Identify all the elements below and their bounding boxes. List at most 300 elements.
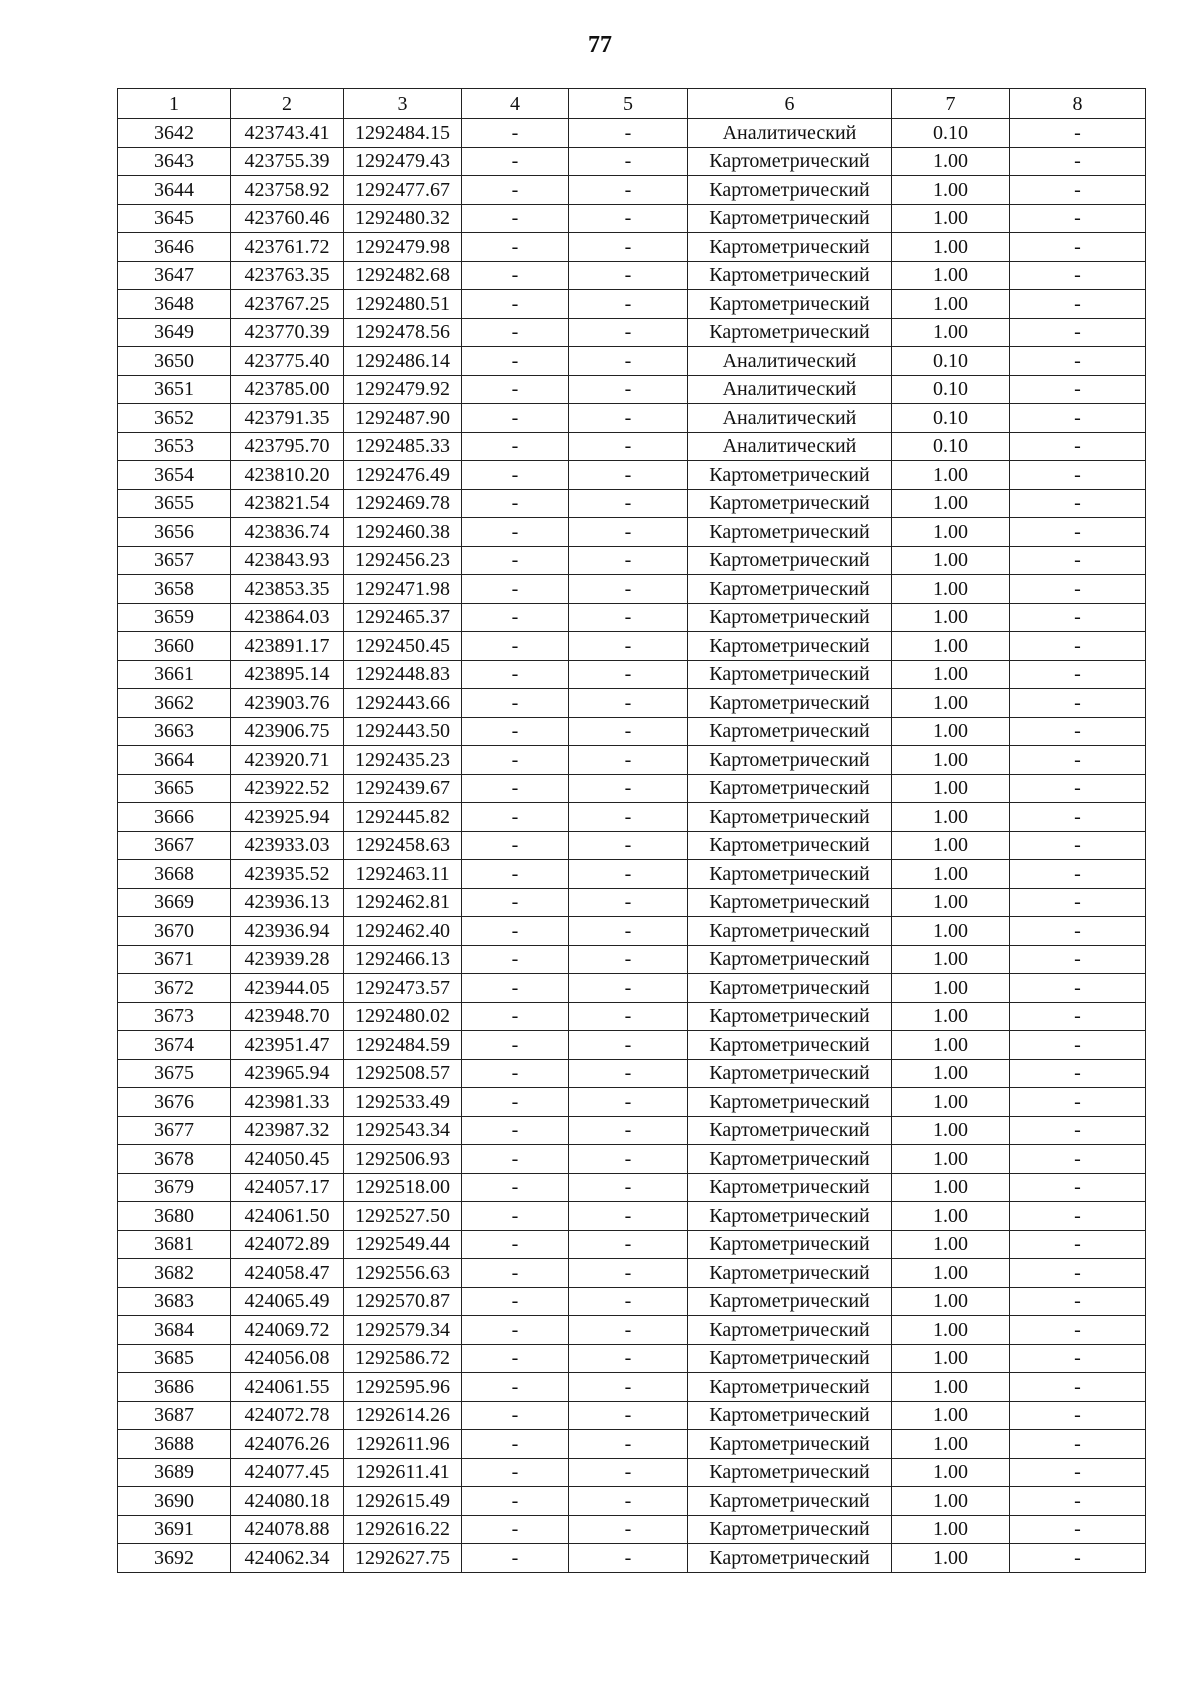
table-row bbox=[118, 888, 1146, 917]
y-coordinate-cell: 1292448.83 bbox=[344, 660, 462, 689]
point-number-cell: 3667 bbox=[118, 831, 231, 860]
column-5-cell: - bbox=[569, 347, 688, 376]
column-5-cell: - bbox=[569, 1515, 688, 1544]
table-row bbox=[118, 1031, 1146, 1060]
point-number-cell: 3652 bbox=[118, 404, 231, 433]
table-row bbox=[118, 660, 1146, 689]
column-header: 6 bbox=[688, 89, 892, 119]
accuracy-cell: 1.00 bbox=[892, 461, 1010, 490]
column-4-cell: - bbox=[462, 261, 569, 290]
column-4-cell: - bbox=[462, 1088, 569, 1117]
column-8-cell: - bbox=[1010, 1031, 1146, 1060]
table-row bbox=[118, 404, 1146, 433]
column-8-cell: - bbox=[1010, 974, 1146, 1003]
point-number-cell: 3654 bbox=[118, 461, 231, 490]
column-5-cell: - bbox=[569, 1316, 688, 1345]
column-4-cell: - bbox=[462, 1145, 569, 1174]
table-row bbox=[118, 945, 1146, 974]
point-number-cell: 3661 bbox=[118, 660, 231, 689]
method-cell: Картометрический bbox=[688, 1259, 892, 1288]
x-coordinate-cell: 424065.49 bbox=[231, 1287, 344, 1316]
y-coordinate-cell: 1292473.57 bbox=[344, 974, 462, 1003]
column-5-cell: - bbox=[569, 404, 688, 433]
table-row bbox=[118, 1259, 1146, 1288]
column-8-cell: - bbox=[1010, 233, 1146, 262]
column-8-cell: - bbox=[1010, 489, 1146, 518]
x-coordinate-cell: 424061.55 bbox=[231, 1373, 344, 1402]
x-coordinate-cell: 424062.34 bbox=[231, 1544, 344, 1573]
method-cell: Картометрический bbox=[688, 290, 892, 319]
y-coordinate-cell: 1292463.11 bbox=[344, 860, 462, 889]
accuracy-cell: 1.00 bbox=[892, 860, 1010, 889]
table-row bbox=[118, 147, 1146, 176]
y-coordinate-cell: 1292466.13 bbox=[344, 945, 462, 974]
point-number-cell: 3685 bbox=[118, 1344, 231, 1373]
x-coordinate-cell: 424069.72 bbox=[231, 1316, 344, 1345]
table-row bbox=[118, 575, 1146, 604]
accuracy-cell: 1.00 bbox=[892, 1002, 1010, 1031]
x-coordinate-cell: 423936.13 bbox=[231, 888, 344, 917]
table-row bbox=[118, 1544, 1146, 1573]
accuracy-cell: 1.00 bbox=[892, 1344, 1010, 1373]
y-coordinate-cell: 1292456.23 bbox=[344, 546, 462, 575]
column-4-cell: - bbox=[462, 1515, 569, 1544]
column-4-cell: - bbox=[462, 290, 569, 319]
table-row bbox=[118, 917, 1146, 946]
method-cell: Картометрический bbox=[688, 689, 892, 718]
column-8-cell: - bbox=[1010, 1401, 1146, 1430]
column-5-cell: - bbox=[569, 1487, 688, 1516]
column-8-cell: - bbox=[1010, 546, 1146, 575]
column-8-cell: - bbox=[1010, 1515, 1146, 1544]
table-body bbox=[118, 119, 1146, 1573]
method-cell: Аналитический bbox=[688, 119, 892, 148]
accuracy-cell: 1.00 bbox=[892, 261, 1010, 290]
x-coordinate-cell: 424080.18 bbox=[231, 1487, 344, 1516]
y-coordinate-cell: 1292527.50 bbox=[344, 1202, 462, 1231]
x-coordinate-cell: 423763.35 bbox=[231, 261, 344, 290]
accuracy-cell: 1.00 bbox=[892, 632, 1010, 661]
y-coordinate-cell: 1292570.87 bbox=[344, 1287, 462, 1316]
column-4-cell: - bbox=[462, 603, 569, 632]
header-row bbox=[118, 89, 1146, 119]
column-5-cell: - bbox=[569, 1230, 688, 1259]
table-row bbox=[118, 860, 1146, 889]
x-coordinate-cell: 424076.26 bbox=[231, 1430, 344, 1459]
column-5-cell: - bbox=[569, 176, 688, 205]
accuracy-cell: 0.10 bbox=[892, 432, 1010, 461]
method-cell: Картометрический bbox=[688, 1059, 892, 1088]
method-cell: Картометрический bbox=[688, 1031, 892, 1060]
column-5-cell: - bbox=[569, 461, 688, 490]
method-cell: Картометрический bbox=[688, 1145, 892, 1174]
table-row bbox=[118, 1487, 1146, 1516]
x-coordinate-cell: 423920.71 bbox=[231, 746, 344, 775]
column-5-cell: - bbox=[569, 632, 688, 661]
table-row bbox=[118, 1116, 1146, 1145]
x-coordinate-cell: 423944.05 bbox=[231, 974, 344, 1003]
accuracy-cell: 1.00 bbox=[892, 1544, 1010, 1573]
column-5-cell: - bbox=[569, 1259, 688, 1288]
column-4-cell: - bbox=[462, 1059, 569, 1088]
point-number-cell: 3643 bbox=[118, 147, 231, 176]
x-coordinate-cell: 424061.50 bbox=[231, 1202, 344, 1231]
table-row bbox=[118, 1202, 1146, 1231]
column-4-cell: - bbox=[462, 318, 569, 347]
method-cell: Картометрический bbox=[688, 1088, 892, 1117]
column-5-cell: - bbox=[569, 489, 688, 518]
column-4-cell: - bbox=[462, 1202, 569, 1231]
accuracy-cell: 1.00 bbox=[892, 1088, 1010, 1117]
accuracy-cell: 1.00 bbox=[892, 831, 1010, 860]
method-cell: Картометрический bbox=[688, 1173, 892, 1202]
column-8-cell: - bbox=[1010, 290, 1146, 319]
table-row bbox=[118, 1002, 1146, 1031]
accuracy-cell: 1.00 bbox=[892, 603, 1010, 632]
method-cell: Картометрический bbox=[688, 717, 892, 746]
x-coordinate-cell: 423767.25 bbox=[231, 290, 344, 319]
x-coordinate-cell: 424050.45 bbox=[231, 1145, 344, 1174]
method-cell: Картометрический bbox=[688, 945, 892, 974]
column-4-cell: - bbox=[462, 432, 569, 461]
column-8-cell: - bbox=[1010, 347, 1146, 376]
point-number-cell: 3686 bbox=[118, 1373, 231, 1402]
column-4-cell: - bbox=[462, 1373, 569, 1402]
column-8-cell: - bbox=[1010, 518, 1146, 547]
y-coordinate-cell: 1292543.34 bbox=[344, 1116, 462, 1145]
point-number-cell: 3684 bbox=[118, 1316, 231, 1345]
x-coordinate-cell: 423843.93 bbox=[231, 546, 344, 575]
column-5-cell: - bbox=[569, 432, 688, 461]
x-coordinate-cell: 423987.32 bbox=[231, 1116, 344, 1145]
accuracy-cell: 0.10 bbox=[892, 347, 1010, 376]
column-5-cell: - bbox=[569, 1116, 688, 1145]
table-row bbox=[118, 1173, 1146, 1202]
column-4-cell: - bbox=[462, 660, 569, 689]
column-5-cell: - bbox=[569, 974, 688, 1003]
column-5-cell: - bbox=[569, 1202, 688, 1231]
x-coordinate-cell: 423758.92 bbox=[231, 176, 344, 205]
column-5-cell: - bbox=[569, 318, 688, 347]
x-coordinate-cell: 424077.45 bbox=[231, 1458, 344, 1487]
table-row bbox=[118, 831, 1146, 860]
accuracy-cell: 1.00 bbox=[892, 233, 1010, 262]
accuracy-cell: 1.00 bbox=[892, 575, 1010, 604]
point-number-cell: 3647 bbox=[118, 261, 231, 290]
accuracy-cell: 1.00 bbox=[892, 1316, 1010, 1345]
method-cell: Картометрический bbox=[688, 1344, 892, 1373]
accuracy-cell: 1.00 bbox=[892, 1173, 1010, 1202]
y-coordinate-cell: 1292480.32 bbox=[344, 204, 462, 233]
point-number-cell: 3662 bbox=[118, 689, 231, 718]
method-cell: Картометрический bbox=[688, 1373, 892, 1402]
column-4-cell: - bbox=[462, 147, 569, 176]
accuracy-cell: 1.00 bbox=[892, 1487, 1010, 1516]
method-cell: Картометрический bbox=[688, 461, 892, 490]
y-coordinate-cell: 1292533.49 bbox=[344, 1088, 462, 1117]
column-4-cell: - bbox=[462, 1401, 569, 1430]
point-number-cell: 3666 bbox=[118, 803, 231, 832]
y-coordinate-cell: 1292485.33 bbox=[344, 432, 462, 461]
column-4-cell: - bbox=[462, 1230, 569, 1259]
column-8-cell: - bbox=[1010, 1458, 1146, 1487]
column-5-cell: - bbox=[569, 1373, 688, 1402]
page-number: 77 bbox=[588, 32, 612, 58]
table-row bbox=[118, 1458, 1146, 1487]
y-coordinate-cell: 1292616.22 bbox=[344, 1515, 462, 1544]
table-row bbox=[118, 632, 1146, 661]
method-cell: Картометрический bbox=[688, 1544, 892, 1573]
column-5-cell: - bbox=[569, 518, 688, 547]
point-number-cell: 3669 bbox=[118, 888, 231, 917]
table-row bbox=[118, 119, 1146, 148]
column-4-cell: - bbox=[462, 1458, 569, 1487]
column-8-cell: - bbox=[1010, 1373, 1146, 1402]
method-cell: Картометрический bbox=[688, 233, 892, 262]
column-8-cell: - bbox=[1010, 1344, 1146, 1373]
accuracy-cell: 1.00 bbox=[892, 1230, 1010, 1259]
x-coordinate-cell: 423836.74 bbox=[231, 518, 344, 547]
accuracy-cell: 1.00 bbox=[892, 290, 1010, 319]
column-5-cell: - bbox=[569, 831, 688, 860]
column-5-cell: - bbox=[569, 575, 688, 604]
column-8-cell: - bbox=[1010, 404, 1146, 433]
method-cell: Картометрический bbox=[688, 660, 892, 689]
column-8-cell: - bbox=[1010, 432, 1146, 461]
column-4-cell: - bbox=[462, 831, 569, 860]
column-4-cell: - bbox=[462, 746, 569, 775]
method-cell: Картометрический bbox=[688, 1316, 892, 1345]
column-8-cell: - bbox=[1010, 147, 1146, 176]
column-5-cell: - bbox=[569, 375, 688, 404]
point-number-cell: 3645 bbox=[118, 204, 231, 233]
column-4-cell: - bbox=[462, 717, 569, 746]
coordinates-table bbox=[117, 88, 1146, 1573]
point-number-cell: 3663 bbox=[118, 717, 231, 746]
column-8-cell: - bbox=[1010, 689, 1146, 718]
column-8-cell: - bbox=[1010, 1116, 1146, 1145]
point-number-cell: 3658 bbox=[118, 575, 231, 604]
column-5-cell: - bbox=[569, 1145, 688, 1174]
accuracy-cell: 1.00 bbox=[892, 746, 1010, 775]
point-number-cell: 3687 bbox=[118, 1401, 231, 1430]
method-cell: Картометрический bbox=[688, 1401, 892, 1430]
column-8-cell: - bbox=[1010, 1088, 1146, 1117]
table-row bbox=[118, 1287, 1146, 1316]
point-number-cell: 3688 bbox=[118, 1430, 231, 1459]
table-row bbox=[118, 176, 1146, 205]
y-coordinate-cell: 1292479.43 bbox=[344, 147, 462, 176]
y-coordinate-cell: 1292611.96 bbox=[344, 1430, 462, 1459]
accuracy-cell: 1.00 bbox=[892, 1116, 1010, 1145]
y-coordinate-cell: 1292487.90 bbox=[344, 404, 462, 433]
table-row bbox=[118, 746, 1146, 775]
accuracy-cell: 1.00 bbox=[892, 660, 1010, 689]
column-5-cell: - bbox=[569, 1173, 688, 1202]
column-5-cell: - bbox=[569, 290, 688, 319]
y-coordinate-cell: 1292465.37 bbox=[344, 603, 462, 632]
y-coordinate-cell: 1292445.82 bbox=[344, 803, 462, 832]
point-number-cell: 3651 bbox=[118, 375, 231, 404]
table-row bbox=[118, 489, 1146, 518]
column-8-cell: - bbox=[1010, 1145, 1146, 1174]
method-cell: Картометрический bbox=[688, 147, 892, 176]
table-row bbox=[118, 603, 1146, 632]
x-coordinate-cell: 423775.40 bbox=[231, 347, 344, 376]
x-coordinate-cell: 423895.14 bbox=[231, 660, 344, 689]
x-coordinate-cell: 423922.52 bbox=[231, 774, 344, 803]
column-header: 2 bbox=[231, 89, 344, 119]
point-number-cell: 3670 bbox=[118, 917, 231, 946]
column-8-cell: - bbox=[1010, 1259, 1146, 1288]
table-row bbox=[118, 318, 1146, 347]
accuracy-cell: 1.00 bbox=[892, 546, 1010, 575]
method-cell: Картометрический bbox=[688, 1458, 892, 1487]
method-cell: Картометрический bbox=[688, 518, 892, 547]
x-coordinate-cell: 423948.70 bbox=[231, 1002, 344, 1031]
x-coordinate-cell: 423891.17 bbox=[231, 632, 344, 661]
accuracy-cell: 1.00 bbox=[892, 774, 1010, 803]
x-coordinate-cell: 424057.17 bbox=[231, 1173, 344, 1202]
point-number-cell: 3642 bbox=[118, 119, 231, 148]
column-8-cell: - bbox=[1010, 746, 1146, 775]
method-cell: Картометрический bbox=[688, 603, 892, 632]
column-4-cell: - bbox=[462, 575, 569, 604]
column-4-cell: - bbox=[462, 888, 569, 917]
y-coordinate-cell: 1292482.68 bbox=[344, 261, 462, 290]
x-coordinate-cell: 423853.35 bbox=[231, 575, 344, 604]
x-coordinate-cell: 424058.47 bbox=[231, 1259, 344, 1288]
method-cell: Картометрический bbox=[688, 176, 892, 205]
method-cell: Картометрический bbox=[688, 917, 892, 946]
column-header: 4 bbox=[462, 89, 569, 119]
y-coordinate-cell: 1292443.66 bbox=[344, 689, 462, 718]
point-number-cell: 3653 bbox=[118, 432, 231, 461]
y-coordinate-cell: 1292556.63 bbox=[344, 1259, 462, 1288]
accuracy-cell: 1.00 bbox=[892, 318, 1010, 347]
column-4-cell: - bbox=[462, 404, 569, 433]
point-number-cell: 3683 bbox=[118, 1287, 231, 1316]
y-coordinate-cell: 1292458.63 bbox=[344, 831, 462, 860]
column-5-cell: - bbox=[569, 546, 688, 575]
point-number-cell: 3655 bbox=[118, 489, 231, 518]
column-4-cell: - bbox=[462, 1487, 569, 1516]
y-coordinate-cell: 1292460.38 bbox=[344, 518, 462, 547]
column-4-cell: - bbox=[462, 1116, 569, 1145]
point-number-cell: 3676 bbox=[118, 1088, 231, 1117]
point-number-cell: 3690 bbox=[118, 1487, 231, 1516]
column-4-cell: - bbox=[462, 632, 569, 661]
column-header: 8 bbox=[1010, 89, 1146, 119]
x-coordinate-cell: 423810.20 bbox=[231, 461, 344, 490]
point-number-cell: 3665 bbox=[118, 774, 231, 803]
column-5-cell: - bbox=[569, 660, 688, 689]
table-row bbox=[118, 546, 1146, 575]
point-number-cell: 3649 bbox=[118, 318, 231, 347]
accuracy-cell: 1.00 bbox=[892, 1401, 1010, 1430]
table-row bbox=[118, 347, 1146, 376]
point-number-cell: 3646 bbox=[118, 233, 231, 262]
point-number-cell: 3677 bbox=[118, 1116, 231, 1145]
point-number-cell: 3671 bbox=[118, 945, 231, 974]
column-8-cell: - bbox=[1010, 831, 1146, 860]
column-4-cell: - bbox=[462, 1259, 569, 1288]
column-5-cell: - bbox=[569, 1344, 688, 1373]
column-4-cell: - bbox=[462, 1544, 569, 1573]
table-row bbox=[118, 261, 1146, 290]
column-5-cell: - bbox=[569, 917, 688, 946]
table-row bbox=[118, 717, 1146, 746]
column-4-cell: - bbox=[462, 546, 569, 575]
y-coordinate-cell: 1292615.49 bbox=[344, 1487, 462, 1516]
method-cell: Картометрический bbox=[688, 318, 892, 347]
column-8-cell: - bbox=[1010, 774, 1146, 803]
x-coordinate-cell: 423925.94 bbox=[231, 803, 344, 832]
y-coordinate-cell: 1292450.45 bbox=[344, 632, 462, 661]
column-4-cell: - bbox=[462, 803, 569, 832]
column-5-cell: - bbox=[569, 204, 688, 233]
accuracy-cell: 1.00 bbox=[892, 1259, 1010, 1288]
accuracy-cell: 0.10 bbox=[892, 119, 1010, 148]
method-cell: Картометрический bbox=[688, 1487, 892, 1516]
y-coordinate-cell: 1292479.98 bbox=[344, 233, 462, 262]
method-cell: Картометрический bbox=[688, 1202, 892, 1231]
x-coordinate-cell: 423760.46 bbox=[231, 204, 344, 233]
x-coordinate-cell: 423936.94 bbox=[231, 917, 344, 946]
point-number-cell: 3656 bbox=[118, 518, 231, 547]
column-5-cell: - bbox=[569, 860, 688, 889]
column-4-cell: - bbox=[462, 1173, 569, 1202]
y-coordinate-cell: 1292586.72 bbox=[344, 1344, 462, 1373]
column-4-cell: - bbox=[462, 945, 569, 974]
point-number-cell: 3659 bbox=[118, 603, 231, 632]
accuracy-cell: 1.00 bbox=[892, 1059, 1010, 1088]
table-row bbox=[118, 1088, 1146, 1117]
column-4-cell: - bbox=[462, 917, 569, 946]
y-coordinate-cell: 1292614.26 bbox=[344, 1401, 462, 1430]
column-5-cell: - bbox=[569, 945, 688, 974]
x-coordinate-cell: 424072.78 bbox=[231, 1401, 344, 1430]
x-coordinate-cell: 423743.41 bbox=[231, 119, 344, 148]
column-8-cell: - bbox=[1010, 888, 1146, 917]
point-number-cell: 3648 bbox=[118, 290, 231, 319]
x-coordinate-cell: 423795.70 bbox=[231, 432, 344, 461]
point-number-cell: 3679 bbox=[118, 1173, 231, 1202]
column-5-cell: - bbox=[569, 1458, 688, 1487]
column-header: 7 bbox=[892, 89, 1010, 119]
method-cell: Картометрический bbox=[688, 974, 892, 1003]
accuracy-cell: 1.00 bbox=[892, 1202, 1010, 1231]
column-4-cell: - bbox=[462, 1316, 569, 1345]
table-row bbox=[118, 1373, 1146, 1402]
accuracy-cell: 0.10 bbox=[892, 404, 1010, 433]
point-number-cell: 3675 bbox=[118, 1059, 231, 1088]
y-coordinate-cell: 1292506.93 bbox=[344, 1145, 462, 1174]
point-number-cell: 3657 bbox=[118, 546, 231, 575]
point-number-cell: 3673 bbox=[118, 1002, 231, 1031]
method-cell: Картометрический bbox=[688, 546, 892, 575]
point-number-cell: 3672 bbox=[118, 974, 231, 1003]
table-row bbox=[118, 1230, 1146, 1259]
accuracy-cell: 1.00 bbox=[892, 945, 1010, 974]
table-row bbox=[118, 1401, 1146, 1430]
point-number-cell: 3644 bbox=[118, 176, 231, 205]
y-coordinate-cell: 1292443.50 bbox=[344, 717, 462, 746]
column-5-cell: - bbox=[569, 803, 688, 832]
method-cell: Картометрический bbox=[688, 1287, 892, 1316]
column-4-cell: - bbox=[462, 1031, 569, 1060]
column-8-cell: - bbox=[1010, 803, 1146, 832]
